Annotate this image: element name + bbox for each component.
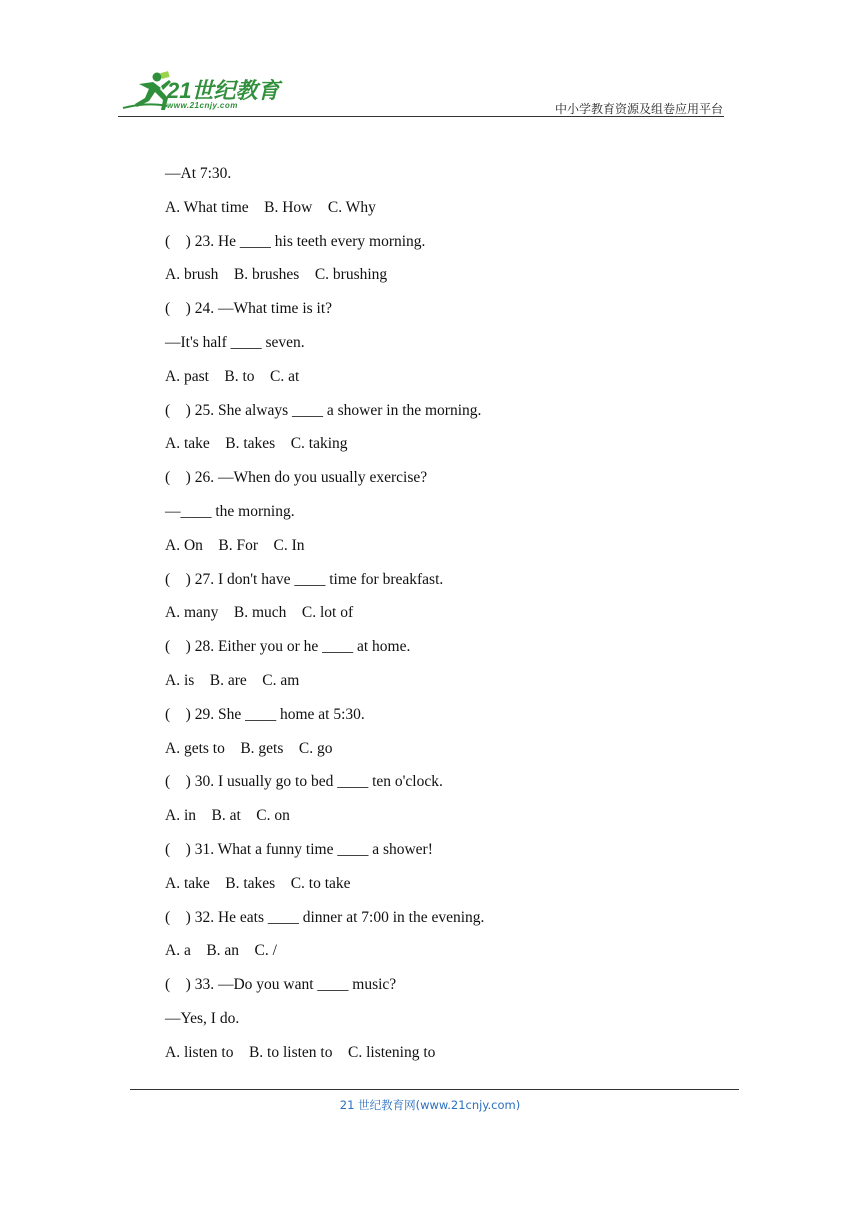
question-list (165, 160, 765, 1073)
answer-line: —____ the morning. (165, 502, 295, 520)
footer-link[interactable]: 21 世纪教育网(www.21cnjy.com) (339, 1098, 521, 1112)
question-25: ( ) 25. She always ____ a shower in the morning. (165, 401, 482, 419)
options-line: A. gets to B. gets C. go (165, 739, 333, 757)
question-30: ( ) 30. I usually go to bed ____ ten o'clock. (165, 773, 443, 791)
question-27: ( ) 27. I don't have ____ time for breakfast. (165, 570, 444, 588)
logo-url: www.21cnjy.com (167, 101, 238, 110)
logo-wordmark: 21世纪教育 (167, 78, 280, 103)
header-platform-label: 中小学教育资源及组卷应用平台 (554, 102, 723, 116)
options-line: A. What time B. How C. Why (165, 198, 376, 216)
answer-line: —It's half ____ seven. (165, 333, 305, 351)
question-28: ( ) 28. Either you or he ____ at home. (165, 638, 411, 656)
options-line: A. take B. takes C. to take (165, 874, 351, 892)
answer-line: —Yes, I do. (165, 1009, 240, 1027)
options-line: A. On B. For C. In (165, 536, 305, 554)
options-line: A. past B. to C. at (165, 367, 300, 385)
options-line: A. many B. much C. lot of (165, 604, 354, 622)
header-divider (118, 116, 724, 117)
question-26: ( ) 26. —When do you usually exercise? (165, 469, 428, 487)
question-24: ( ) 24. —What time is it? (165, 300, 333, 318)
question-33: ( ) 33. —Do you want ____ music? (165, 976, 397, 994)
footer-divider (130, 1089, 739, 1090)
options-line: A. in B. at C. on (165, 807, 290, 825)
options-line: A. take B. takes C. taking (165, 435, 348, 453)
answer-line: —At 7:30. (165, 165, 232, 182)
question-32: ( ) 32. He eats ____ dinner at 7:00 in the evening. (165, 908, 485, 926)
options-line: A. a B. an C. / (165, 942, 277, 960)
options-line: A. brush B. brushes C. brushing (165, 266, 388, 284)
options-line: A. is B. are C. am (165, 671, 300, 689)
question-29: ( ) 29. She ____ home at 5:30. (165, 705, 365, 723)
question-31: ( ) 31. What a funny time ____ a shower! (165, 840, 433, 858)
options-line: A. listen to B. to listen to C. listening to (165, 1043, 436, 1061)
question-23: ( ) 23. He ____ his teeth every morning. (165, 232, 426, 250)
